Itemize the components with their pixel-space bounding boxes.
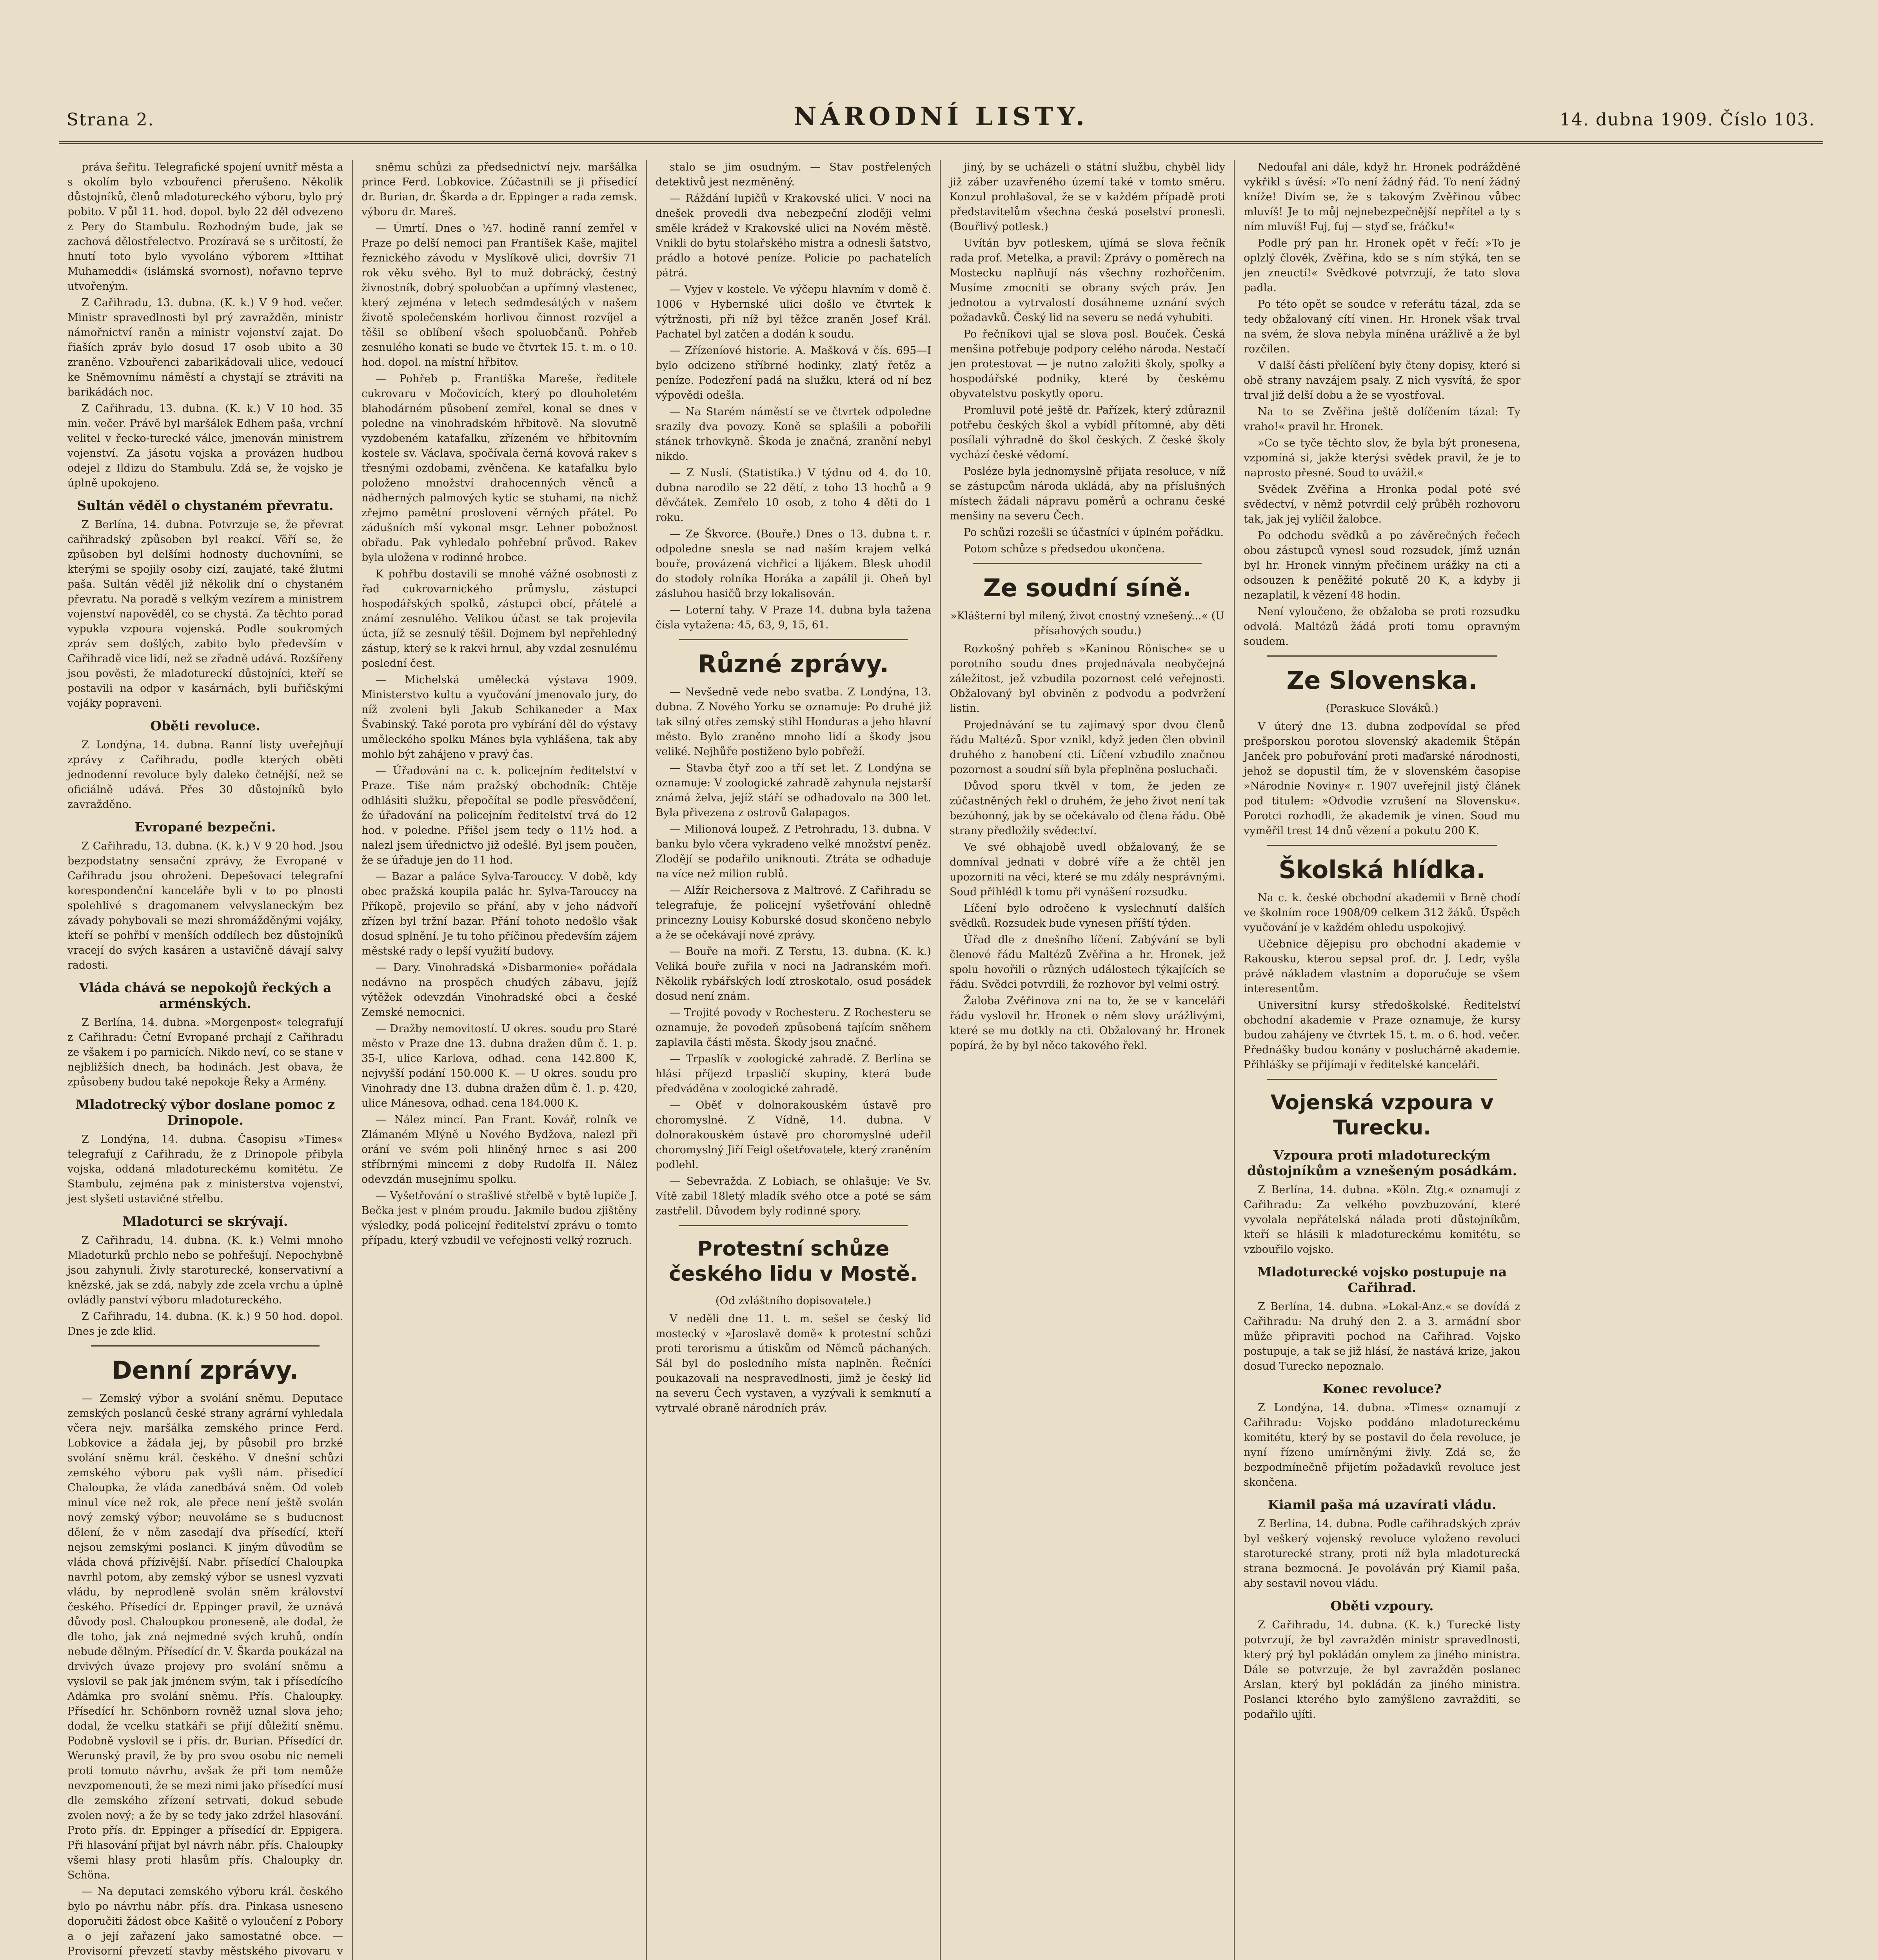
article-paragraph: Z Cařihradu, 13. dubna. (K. k.) V 9 hod. večer. Ministr spravedlnosti byl prý zavražděn, ministr námořnictví raněn a ministr vojenství zajat. Do řiaších zpráv bylo dosud 17 osob ubito a 30 zraněno. Vzbouřenci zabarikádovali ulice, vedoucí ke Sněmovnímu náměstí a chystají se ztráviti na barikádách noc. xyxy=(67,297,343,398)
article-paragraph: Z Londýna, 14. dubna. »Times« oznamují z Cařihradu: Vojsko poddáno mladotureckému komitétu, který by se postavil do čela revoluce, je nyní řízeno umírněnými živly. Zdá se, že bezpodmínečně přijetím požadavků revoluce jest skončena. xyxy=(1244,1402,1520,1488)
column-1 xyxy=(59,160,353,1960)
article-paragraph: — Vyšetřování o strašlivé střelbě v bytě lupiče J. Bečka jest v plném proudu. Jakmile budou zjištěny výsledky, podá policejní ředitelství zprávu o tomto případu, který vzbudil ve veřejnosti velký rozruch. xyxy=(361,1190,637,1247)
article-paragraph: Z Londýna, 14. dubna. Časopisu »Times« telegrafují z Cařihradu, že z Drinopole přibyla vojska, oddaná mladotureckému komitétu. Ze Stambulu, zejména pak z ministerstva vojenství, jest slyšeti ustavičné střelbu. xyxy=(67,1133,343,1205)
article-paragraph: — Oběť v dolnorakouském ústavě pro choromyslné. Z Vídně, 14. dubna. V dolnorakouském ústavě pro choromyslné udeřil choromyslný Jiří Feigl ošetřovatele, který zraněním podlehl. xyxy=(656,1099,931,1171)
section-heading: Denní zprávy. xyxy=(112,1356,299,1385)
article-paragraph: Na c. k. české obchodní akademii v Brně chodí ve školním roce 1908/09 celkem 312 žáků. Úspěch vyučování je v každém ohledu uspokojivý. xyxy=(1244,892,1520,934)
section-heading: Protestní schůze českého lidu v Mostě. xyxy=(669,1237,918,1286)
page-number: Strana 2. xyxy=(67,110,154,130)
article-paragraph: — Dary. Vinohradská »Disbarmonie« pořádala nedávno na prospěch chudých zábavu, jejíž výtěžek odevzdán Vinohradské obci a české Zemské nemocnici. xyxy=(361,962,637,1018)
article-paragraph: — Trpaslík v zoologické zahradě. Z Berlína se hlásí příjezd trpasličí skupiny, která bude předváděna v zoologické zahradě. xyxy=(656,1053,931,1095)
article-paragraph: — Loterní tahy. V Praze 14. dubna byla tažena čísla vytažena: 45, 63, 9, 15, 61. xyxy=(656,604,931,631)
page-header xyxy=(59,98,1823,144)
article-paragraph: V další části přelíčení byly čteny dopisy, které si obě strany navzájem psaly. Z nich vysvítá, že spor trval již delší dobu a že se vyostřoval. xyxy=(1244,359,1520,401)
issue-date: 14. dubna 1909. Číslo 103. xyxy=(1560,110,1815,130)
article-subtitle: (Peraskuce Slováků.) xyxy=(1326,702,1438,715)
article-paragraph: sněmu schůzi za předsednictví nejv. maršálka prince Ferd. Lobkovice. Zúčastnili se ji přísedící dr. Burian, dr. Škarda a dr. Eppinger a rada zemsk. výboru dr. Mareš. xyxy=(361,161,637,218)
article-paragraph: jiný, by se ucházeli o státní službu, chyběl lidy již záber uzavřeného území také v tomto směru. Konzul prohlašoval, že se v každém případě proti představitelům všechna česká poselství pronesli. (Bouřlivý potlesk.) xyxy=(950,161,1225,233)
article-paragraph: — Nález mincí. Pan Frant. Kovář, rolník ve Zlámaném Mlýně u Nového Bydžova, nalezl při orání ve svém poli hliněný hrnec s asi 200 stříbrnými mincemi z doby Rudolfa II. Nález odevzdán musejnímu spolku. xyxy=(361,1114,637,1185)
article-paragraph: V úterý dne 13. dubna zodpovídal se před prešporskou porotou slovenský akademik Štěpán Janček pro pobuřování proti maďarské národnosti, jehož se dopustil tím, že v slovenském časopise »Národnie Noviny« r. 1907 uveřejnil jistý článek pod titulem: »Odvodie vzrušení na Slovensku«. Porotci rozhodli, že akademik je vinen. Soud mu vyměřil trest 14 dnů vězení a pokutu 200 K. xyxy=(1244,720,1520,837)
article-paragraph: Učebnice dějepisu pro obchodní akademie v Rakousku, kterou sepsal prof. dr. J. Ledr, vyšla právě nákladem vlastním a doporučuje se všem interesentům. xyxy=(1244,938,1520,995)
article-title: Oběti vzpoury. xyxy=(1330,1598,1434,1613)
masthead-title: NÁRODNÍ LISTY. xyxy=(794,102,1088,131)
article-paragraph: práva šeřitu. Telegrafické spojení uvnitř města a s okolím bylo vzbouřenci přerušeno. Několik důstojníků, členů mladotureckého výboru, bylo prý pobito. V půl 11. hod. dopol. bylo 22 děl odvezeno z Pery do Stambulu. Rozhodným bude, jak se zachová dělostřelectvo. Prozíravá se s určitostí, že hnutí toto bylo vyvoláno výborem »Ittihat Muhameddi« (islámská svornost), nořavno teprve utvořeným. xyxy=(67,161,343,292)
section-heading: Různé zprávy. xyxy=(697,650,889,678)
article-paragraph: Není vyloučeno, že obžaloba se proti rozsudku odvolá. Maltézů žádá proti tomu opravným soudem. xyxy=(1244,606,1520,648)
article-title: Kiamil paša má uzavírati vládu. xyxy=(1268,1497,1497,1512)
article-paragraph: — Zřízeníové historie. A. Mašková v čís. 695—I bylo odcizeno stříbrné hodinky, zlatý řetěz a peníze. Podezření padá na služku, která od ní bez výpovědi odešla. xyxy=(656,345,931,401)
article-title: Mladoturci se skrývají. xyxy=(122,1214,288,1229)
article-paragraph: — Michelská umělecká výstava 1909. Ministerstvo kultu a vyučování jmenovalo jury, do níž zvoleni byli Jakub Schikaneder a Max Švabinský. Také porota pro vybírání děl do výstavy uměleckého spolku Mánes byla vyhlášena, tak aby mohlo být zahájeno v pravý čas. xyxy=(361,674,637,760)
columns-container xyxy=(59,160,1823,1960)
article-paragraph: Z Cařihradu, 14. dubna. (K. k.) Velmi mnoho Mladoturků prchlo nebo se pohřešují. Nepochybně jsou zahynuli. Živly staroturecké, konservativní a knězské, jak se zdá, nabyly zde zcela vrchu a úplně ovládly panství výboru mladotureckého. xyxy=(67,1234,343,1306)
section-heading: Ze Slovenska. xyxy=(1286,666,1478,695)
article-paragraph: — Sebevražda. Z Lobiach, se ohlašuje: Ve Sv. Vítě zabil 18letý mladík svého otce a poté se sám zastřelil. Důvodem byly rodinné spory. xyxy=(656,1175,931,1217)
article-paragraph: — Úřadování na c. k. policejním ředitelství v Praze. Tiše nám pražský obchodník: Chtěje odhlásiti služku, přepočítal se podle přesvědčení, že úřadování na policejním ředitelství trvá do 12 hod. v poledne. Přišel jsem tedy o 11½ hod. a nalezl jsem úřednictvo již odešlé. Byl jsem poučen, že se úřaduje jen do 11 hod. xyxy=(361,765,637,866)
article-title: Mladoturecké vojsko postupuje na Cařihrad. xyxy=(1257,1264,1507,1295)
article-title: Konec revoluce? xyxy=(1322,1381,1442,1396)
article-paragraph: Líčení bylo odročeno k vyslechnutí dalších svědků. Rozsudek bude vynesen příští týden. xyxy=(950,902,1225,929)
section-divider xyxy=(1267,655,1497,657)
article-paragraph: stalo se jim osudným. — Stav postřelených detektivů jest nezměněný. xyxy=(656,161,931,188)
article-paragraph: Po řečníkovi ujal se slova posl. Bouček. Česká menšina potřebuje podpory celého národa. Nestačí jen protestovat — je nutno založiti školy, spolky a hospodářské podniky, které by českému obyvatelstvu poskytly oporu. xyxy=(950,328,1225,400)
article-paragraph: — Úmrtí. Dnes o ½7. hodině ranní zemřel v Praze po delší nemoci pan František Kaše, majitel řeznického závodu v Myslíkově ulici, dovršiv 71 rok věku svého. Byl to muž dobrácký, čestný živnostník, dobrý spoluobčan a upřímný vlastenec, který zejména v letech sedmdesátých v našem životě společenském horlivou činnost rozvíjel a těšil se oblíbení všech spoluobčanů. Pohřeb zesnulého konati se bude ve čtvrtek 15. t. m. o 10. hod. dopol. na místní hřbitov. xyxy=(361,222,637,368)
article-title: Evropané bezpečni. xyxy=(134,819,276,835)
article-paragraph: — Zemský výbor a svolání sněmu. Deputace zemských poslanců české strany agrární vyhledala včera nejv. maršálka zemského prince Ferd. Lobkovice a žádala jej, by působil pro brzké svolání sněmu král. českého. V dnešní schůzi zemského výboru pak vyšli nám. přísedící Chaloupka, že vláda zanedbává sněm. Od voleb minul více než rok, ale přece není ještě svolán nový zemský výbor; neuvoláme se s buducnost dělení, že v něm zasedají dva přísedící, kteří nejsou zemskými poslanci. K jiným důvodům se vláda chová přízivější. Nabr. přísedící Chaloupka navrhl potom, aby zemský výbor se usnesl vyzvati vládu, by neprodleně svolán sněm království českého. Přísedící dr. Eppinger pravil, že uznává důvody posl. Chaloupkou proneseně, ale dodal, že dle toho, jak zná nejmedné svých kruhů, ondín nebude dělným. Přísedící dr. V. Škarda poukázal na drvivých úvaze projevy pro svolání sněmu a vyslovil se pak jak jménem svým, tak i přísedícího Adámka pro svolání sněmu. Přís. Chaloupky. Přísedící hr. Schönborn rovněž uznal slova jeho; dodal, že vcelku statkáři se přijí důležití sněmu. Podobně vyslovil se i přís. dr. Burian. Přísedící dr. Werunský pravil, že by pro svou osobu nic nemeli proti tomuto návrhu, avšak že při tom nemůže nevzpomenouti, že se mezi nimi jako přísedící musí dle zemského zřízení setrvati, dokud sebude zvolen nový; a že by se tedy jako zdržel hlasování. Proto přís. dr. Eppinger a přísedící dr. Eppigera. Při hlasování přijat byl návrh nábr. přís. Chaloupky všemi hlasy proti hlasům přís. Chaloupky dr. Schöna. xyxy=(67,1392,343,1881)
article-paragraph: Z Berlína, 14. dubna. »Lokal-Anz.« se dovídá z Cařihradu: Na druhý den 2. a 3. armádní sbor může připraviti pochod na Cařihrad. Vojsko postupuje, a tak se již hlásí, že nastává krize, jakou dosud Turecko nepoznalo. xyxy=(1244,1301,1520,1372)
article-paragraph: — Bazar a paláce Sylva-Tarouccy. V době, kdy obec pražská koupila palác hr. Sylva-Tarouccy na Příkopě, projevilo se přání, aby v jeho nádvoří zřízen byl tržní bazar. Přání tohoto nedošlo však dosud splnění. Je tu toho příčinou především zájem městské rady o lepší využití budovy. xyxy=(361,871,637,957)
article-paragraph: Universitní kursy středoškolské. Ředitelství obchodní akademie v Praze oznamuje, že kursy budou zahájeny ve čtvrtek 15. t. m. o 6. hod. večer. Přednášky budou konány v posluchárně akademie. Přihlášky se přijímají v ředitelské kanceláři. xyxy=(1244,999,1520,1071)
article-paragraph: Po této opět se soudce v referátu tázal, zda se tedy obžalovaný cítí vinen. Hr. Hronek však trval na svém, že slova nebyla míněna urážlivě a že byl rozčilen. xyxy=(1244,298,1520,355)
article-paragraph: Z Cařihradu, 14. dubna. (K. k.) Turecké listy potvrzují, že byl zavražděn ministr spravedlnosti, který prý byl pokládán omylem za jiného ministra. Dále se potvrzuje, že byl zavražděn poslanec Arslan, který byl pokládán za jiného ministra. Poslanci kterého bylo zamýšleno zavražditi, se podařilo ujíti. xyxy=(1244,1619,1520,1720)
article-paragraph: Rozkošný pohřeb s »Kaninou Rönische« se u porotního soudu dnes projednávala neobyčejná záležitost, jež vzbudila pozornost celé veřejnosti. Obžalovaný byl obviněn z podvodu a podvržení listin. xyxy=(950,643,1225,715)
article-title: Vzpoura proti mladotureckým důstojníkům a vznešeným posádkám. xyxy=(1247,1147,1517,1178)
article-paragraph: Úřad dle z dnešního líčení. Zabývání se byli členové řádu Maltézů Zvěřina a hr. Hronek, jež spolu hovořili o různých událostech týkajících se řádu. Svědci potvrdili, že rozhovor byl velmi ostrý. xyxy=(950,934,1225,991)
column-2 xyxy=(353,160,647,1960)
section-divider xyxy=(973,563,1202,564)
article-paragraph: — Na deputaci zemského výboru král. českého bylo po návrhu nábr. přís. dra. Pinkasa usneseno doporučiti žádost obce Kašitě o vyloučení z Pobory a o její zařazení jako samostatné obce. — Provisorní převzetí stavby městského pivovaru v xyxy=(67,1886,343,1957)
article-paragraph: Po odchodu svědků a po závěrečných řečech obou zástupců vynesl soud rozsudek, jímž uznán byl hr. Hronek vinným přečinem urážky na cti a odsouzen k peněžité pokutě 20 K, a kdyby ji nezaplatil, k vězení 48 hodin. xyxy=(1244,530,1520,601)
article-paragraph: — Na Starém náměstí se ve čtvrtek odpoledne srazily dva povozy. Koně se splašili a pobořili stánek trhovkyně. Škoda je značná, zranění nebyl nikdo. xyxy=(656,406,931,463)
article-paragraph: — Milionová loupež. Z Petrohradu, 13. dubna. V banku bylo včera vykradeno velké množství peněz. Zlodějí se podařilo uniknouti. Ztráta se odhaduje na více než milion rublů. xyxy=(656,823,931,880)
article-subtitle: (Od zvláštního dopisovatele.) xyxy=(715,1295,872,1307)
article-paragraph: V neděli dne 11. t. m. sešel se český lid mostecký v »Jaroslavě domě« k protestní schůzi proti terorismu a útiskům od Němců páchaných. Sál byl do posledního místa naplněn. Řečníci poukazovali na nespravedlnosti, jimž je český lid na severu Čech vystaven, a vyzývali k semknutí a vytrvalé obraně národních práv. xyxy=(656,1313,931,1414)
article-paragraph: — Stavba čtyř zoo a tří set let. Z Londýna se oznamuje: V zoologické zahradě zahynula nejstarší známá želva, jejíž stáří se odhadovalo na 300 let. Byla přivezena z ostrovů Galapagos. xyxy=(656,762,931,819)
column-3 xyxy=(647,160,941,1960)
article-paragraph: Z Berlína, 14. dubna. Potvrzuje se, že převrat cařihradský způsoben byl reakcí. Věří se, že způsoben byl delšími hodnosty duchovními, se kterými se spojily osoby cizí, zaujaté, také žlutmi paša. Sultán věděl již několik dní o chystaném převratu. Na poradě s velkým vezírem a ministrem vojenství napověděl, co se chystá. Za těchto porad vypukla vzpoura vojenská. Podle soukromých zpráv sem došlých, zabito bylo především v Cařihradě vice lidí, než se zřadně udává. Rozšířeny jsou pověsti, že mladotureckí důstojníci, kteří se postavili na odpor v kasárnách, byli buřičskými vojáky popraveni. xyxy=(67,519,343,710)
article-paragraph: Uvítán byv potleskem, ujímá se slova řečník rada prof. Metelka, a pravil: Zprávy o poměrech na Mostecku naplňují nás všechny rozhořčením. Musíme zmocniti se obrany svých práv. Jen jednotou a vytrvalostí dosáhneme uznání svých požadavků. Český lid na severu se nedá vyhubiti. xyxy=(950,237,1225,324)
article-title: Mladotrecký výbor doslane pomoc z Drinopole. xyxy=(75,1097,335,1128)
section-divider xyxy=(679,639,908,640)
article-title: Oběti revoluce. xyxy=(150,718,260,733)
article-paragraph: Potom schůze s předsedou ukončena. xyxy=(964,543,1165,555)
article-paragraph: Z Cařihradu, 14. dubna. (K. k.) 9 50 hod. dopol. Dnes je zde klid. xyxy=(67,1310,343,1338)
article-paragraph: Nedoufal ani dále, když hr. Hronek podrážděné vykřikl s úvěsí: »To není žádný řád. To není žádný kníže! Divím se, že s takovým Zvěřinou vůbec mluvíš! Je to můj nejnebezpečnější nepřítel a ty s ním mluvíš! Fuj, fuj — styď se, fráčku!« xyxy=(1244,161,1520,233)
article-paragraph: Posléze byla jednomyslně přijata resoluce, v níž se zástupcům národa ukládá, aby na příslušných místech žádali nápravu poměrů a ochranu české menšiny na severu Čech. xyxy=(950,465,1225,522)
article-paragraph: Podle prý pan hr. Hronek opět v řečí: »To je oplzlý člověk, Zvěřina, kdo se s ním stýká, ten se jen zneuctí!« Svědkové potvrzují, že tato slova padla. xyxy=(1244,237,1520,294)
article-paragraph: Z Berlína, 14. dubna. Podle cařihradských zpráv byl veškerý vojenský revoluce vyloženo revoluci staroturecké strany, proti níž byla mladoturecká strana bezmocná. Je povoláván prý Kiamil paša, aby sestavil novou vládu. xyxy=(1244,1518,1520,1590)
article-paragraph: Žaloba Zvěřinova zní na to, že se v kanceláři řádu vyslovil hr. Hronek o něm slovy urážlivými, které se mu dotkly na cti. Obžalovaný hr. Hronek popírá, že by byl něco takového řekl. xyxy=(950,995,1225,1052)
article-paragraph: Z Berlína, 14. dubna. »Köln. Ztg.« oznamují z Cařihradu: Za velkého povzbuzování, které vyvolala nepřátelská nálada proti důstojníkům, kteří se hlásili k mladotureckému komitétu, se vzbouřilo vojsko. xyxy=(1244,1184,1520,1256)
section-divider xyxy=(1267,1079,1497,1080)
article-paragraph: Na to se Zvěřina ještě dolíčením tázal: Ty vraho!« pravil hr. Hronek. xyxy=(1244,406,1520,433)
article-paragraph: Promluvil poté ještě dr. Pařízek, který zdůraznil potřebu českých škol a vybídl přítomné, aby děti posílali výhradně do škol českých. Z české školy vychází české vědomí. xyxy=(950,404,1225,461)
article-paragraph: — Z Nuslí. (Statistika.) V týdnu od 4. do 10. dubna narodilo se 22 dětí, z toho 13 hochů a 9 děvčátek. Zemřelo 10 osob, z toho 4 děti do 1 roku. xyxy=(656,467,931,524)
section-heading: Ze soudní síně. xyxy=(983,573,1192,602)
article-title: Sultán věděl o chystaném převratu. xyxy=(77,498,334,513)
article-paragraph: — Vyjev v kostele. Ve výčepu hlavním v domě č. 1006 v Hybernské ulici došlo ve čtvrtek k výtržnosti, při níž byl těžce zraněn Josef Král. Pachatel byl zatčen a dodán k soudu. xyxy=(656,283,931,340)
article-paragraph: Z Berlína, 14. dubna. »Morgenpost« telegrafují z Cařihradu: Četní Evropané prchají z Cařihradu ze všakem i po parnicích. Nikdo neví, co se stane v nejbližších dnech, ba hodinách. Jest obava, že způsobeny budou také nepokoje Řeky a Armény. xyxy=(67,1016,343,1088)
article-paragraph: — Nevšedně vede nebo svatba. Z Londýna, 13. dubna. Z Nového Yorku se oznamuje: Po druhé již tak silný otřes zemský stihl Honduras a jeho hlavní město. Bylo zraněno mnoho lidí a škody jsou veliké. Nejhůře postiženo bylo pobřeží. xyxy=(656,686,931,758)
section-heading: Školská hlídka. xyxy=(1279,855,1486,884)
article-paragraph: — Dražby nemovitostí. U okres. soudu pro Staré město v Praze dne 13. dubna dražen dům č. 1. p. 35-I, ulice Karlova, odhad. cena 142.800 K, nejvyšší podání 150.000 K. — U okres. soudu pro Vinohrady dne 13. dubna dražen dům č. 1. p. 420, ulice Mánesova, odhad. cena 184.000 K. xyxy=(361,1023,637,1109)
column-5 xyxy=(1235,160,1529,1960)
article-paragraph: Po schůzi rozešli se účastníci v úplném pořádku. xyxy=(964,526,1224,539)
article-title: Vláda chává se nepokojů řeckých a arménských. xyxy=(79,980,332,1011)
section-divider xyxy=(679,1225,908,1226)
article-paragraph: K pohřbu dostavili se mnohé vážné osobnosti z řad cukrovarnického průmyslu, zástupci hospodářských spolků, zástupci obcí, přátelé a známí zesnulého. Velikou účast se tak projevila úcta, jíž se zesnulý těšil. Dojmem byl nepřehledný zástup, který se k rakvi hrnul, aby vzdal zesnulému poslední čest. xyxy=(361,568,637,670)
article-paragraph: — Alžír Reichersova z Maltrové. Z Cařihradu se telegrafuje, že policejní vyšetřování ohledně princezny Louisy Koburské dosud skončeno nebylo a že se očekávají nové zprávy. xyxy=(656,884,931,941)
article-paragraph: Svědek Zvěřina a Hronka podal poté své svědectví, v němž potvrdil celý průběh rozhovoru tak, jak jej vylíčil žalobce. xyxy=(1244,483,1520,525)
article-paragraph: Ve své obhajobě uvedl obžalovaný, že se domníval jednati v dobré víře a že chtěl jen upozorniti na věci, které se mu zdály nesprávnými. Soud přihlédl k tomu při vynášení rozsudku. xyxy=(950,841,1225,898)
article-paragraph: — Bouře na moři. Z Terstu, 13. dubna. (K. k.) Veliká bouře zuřila v noci na Jadranském moři. Několik rybářských lodí ztroskotalo, osud posádek dosud není znám. xyxy=(656,946,931,1002)
article-paragraph: — Ze Škvorce. (Bouře.) Dnes o 13. dubna t. r. odpoledne snesla se nad naším krajem velká bouře, provázená vichřicí a lijákem. Blesk uhodil do stodoly rolníka Horáka a zapálil ji. Oheň byl zásluhou hasičů brzy lokalisován. xyxy=(656,528,931,600)
article-paragraph: Důvod sporu tkvěl v tom, že jeden ze zúčastněných řekl o druhém, že jeho život není tak bezúhonný, jak by se očekávalo od člena řádu. Obě strany předložily svědectví. xyxy=(950,780,1225,837)
article-paragraph: Z Londýna, 14. dubna. Ranní listy uveřejňují zprávy z Cařihradu, podle kterých oběti jednodenní revoluce byly daleko četnější, než se oficiálně udává. Přes 30 důstojníků bylo zavražděno. xyxy=(67,739,343,811)
section-divider xyxy=(91,1345,320,1347)
article-subtitle: »Klášterní byl milený, život cnostný vznešený...« (U přísahových soudu.) xyxy=(950,610,1224,637)
article-paragraph: Projednávání se tu zajímavý spor dvou členů řádu Maltézů. Spor vznikl, když jeden člen obvinil druhého z hanobení cti. Líčení vzbudilo značnou pozornost a soudní síň byla přeplněna posluchači. xyxy=(950,719,1225,776)
article-paragraph: — Trojité povody v Rochesteru. Z Rochesteru se oznamuje, že povodeň způsobená tajícím sněhem zaplavila části města. Škody jsou značné. xyxy=(656,1007,931,1049)
column-4 xyxy=(941,160,1235,1960)
section-heading: Vojenská vzpoura v Turecku. xyxy=(1270,1091,1494,1140)
article-paragraph: — Ráždání lupičů v Krakovské ulici. V noci na dnešek provedli dva nebezpeční zloději velmi směle krádež v Krakovské ulici na Novém městě. Vnikli do bytu stolařského mistra a odnesli šatstvo, prádlo a hotové peníze. Policie po pachatelích pátrá. xyxy=(656,192,931,279)
article-paragraph: »Co se tyče těchto slov, že byla být pronesena, vzpomíná si, jakže kterýsi svědek pravil, že je to naprosto přesné. Soud to uvážil.« xyxy=(1244,437,1520,479)
article-paragraph: Z Cařihradu, 13. dubna. (K. k.) V 9 20 hod. Jsou bezpodstatny sensační zprávy, že Evropané v Cařihradu jsou ohroženi. Depešovací telegrafní korespondenční kanceláře byli v to po plnosti spolehlivé s dragomanem velvyslaneckým bez závady pohybovali se mezi shromážděnými vojáky, kteří se pohřbí v menších oddílech bez důstojníků vracejí do svých kasáren a ustavičně dávají salvy radosti. xyxy=(67,840,343,971)
section-divider xyxy=(1267,845,1497,846)
article-paragraph: Z Cařihradu, 13. dubna. (K. k.) V 10 hod. 35 min. večer. Právě byl maršálek Edhem paša, vrchní velitel v řecko-turecké válce, jmenován ministrem vojenství. Za jásotu vojska a provázen hudbou odejel z Ildizu do Stambulu. Zdá se, že vojsko je úplně upokojeno. xyxy=(67,403,343,489)
article-paragraph: — Pohřeb p. Františka Mareše, ředitele cukrovaru v Močovicích, který po dlouholetém blahodárném působení zemřel, konal se dnes v poledne na vinohradském hřbitově. Na slovutně vyzdobeném katafalku, zřízeném ve hřbitovním kostele sv. Václava, spočívala černá kovová rakev s třesnými ozdobami, zvěnčena. Ke katafalku bylo položeno množství drahocenných věnců a nádherných palmových kytic se stuhami, na nichž zřejmo pamětní proslovení věrných přátel. Po zádušních mší vykonal msgr. Lehner pobožnost obřadu. Pak vyhledalo pohřební průvod. Rakev byla uložena v rodinné hrobce. xyxy=(361,373,637,564)
